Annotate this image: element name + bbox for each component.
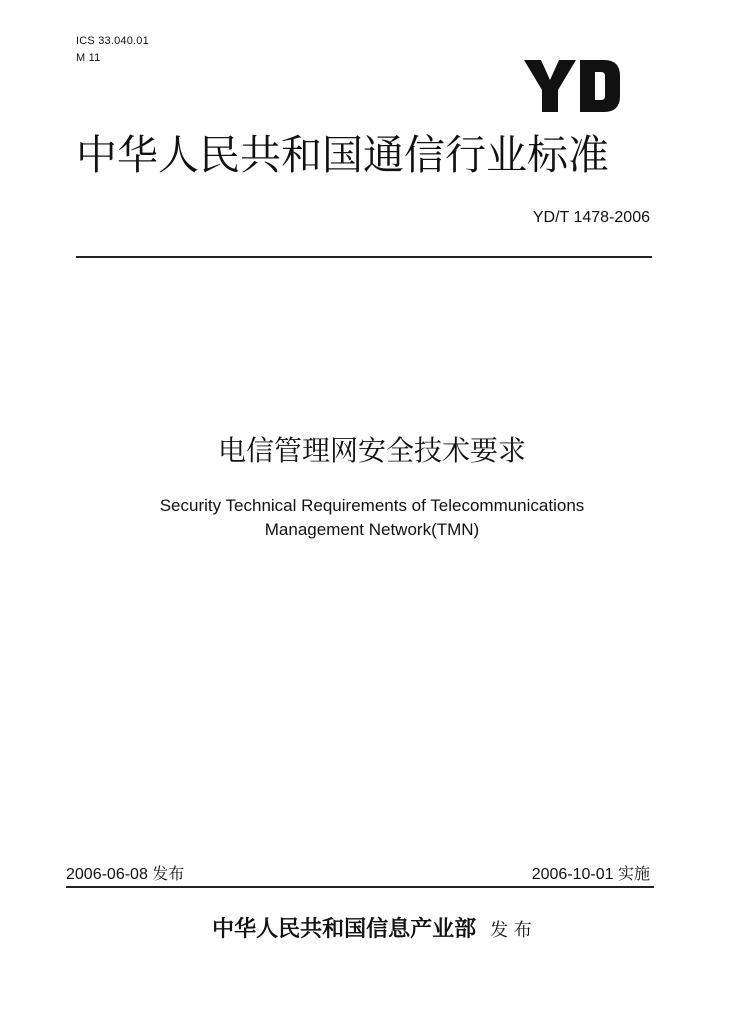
- issue-date: 2006-06-08 发布: [66, 866, 185, 883]
- footer-divider: [66, 886, 654, 888]
- ics-code: ICS 33.040.01: [76, 35, 149, 47]
- category-code: M 11: [76, 52, 101, 64]
- document-title-english-line2: Management Network(TMN): [264, 520, 480, 539]
- implementation-date: 2006-10-01 实施: [531, 866, 650, 883]
- header-divider: [76, 256, 652, 258]
- publisher-line: [0, 914, 744, 946]
- publish-label: 发 布: [490, 920, 532, 941]
- standard-number: YD/T 1478-2006: [532, 209, 650, 226]
- document-title-chinese: 电信管理网安全技术要求: [217, 434, 526, 467]
- document-title-english: [0, 494, 744, 542]
- main-title: 中华人民共和国通信行业标准: [76, 131, 609, 179]
- classification-codes: [76, 33, 149, 67]
- yd-logo: [522, 58, 622, 114]
- document-title-english-line1: Security Technical Requirements of Telecommunications: [159, 496, 585, 515]
- yd-logo-graphic: [522, 58, 622, 114]
- publisher-name: 中华人民共和国信息产业部: [212, 916, 477, 942]
